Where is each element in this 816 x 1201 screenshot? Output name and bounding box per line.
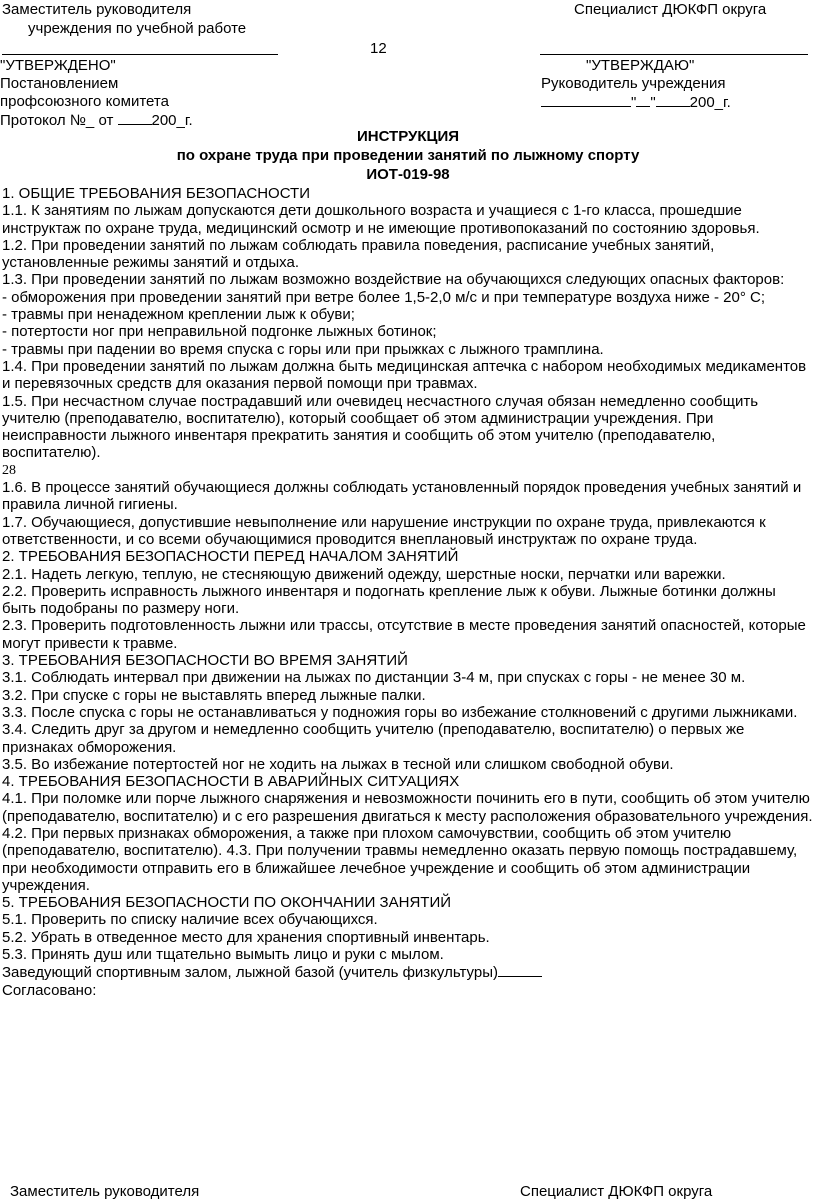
approved-left-line1: Постановлением [0,75,119,92]
paragraph-1-7: 1.7. Обучающиеся, допустившие невыполнение или нарушение инструкции по охране труда, привлекаются к ответственности, и со всеми обучающимися проводится внеплановый инструктаж по охране труда. [2,513,766,548]
section-heading-5: 5. ТРЕБОВАНИЯ БЕЗОПАСНОСТИ ПО ОКОНЧАНИИ ЗАНЯТИЙ [2,894,452,912]
manager-label: Заведующий спортивным залом, лыжной базой (учитель физкультуры) [2,964,498,982]
hazard-item-falls: - травмы при падении во время спуска с горы или при прыжках с лыжного трамплина. [2,340,604,358]
section-heading-2: 2. ТРЕБОВАНИЯ БЕЗОПАСНОСТИ ПЕРЕД НАЧАЛОМ ЗАНЯТИЙ [2,548,459,566]
agreed-label: Согласовано: [2,981,97,999]
date-quote-close: " [650,94,656,111]
date-blank-1 [541,93,631,107]
paragraph-3-4: 3.4. Следить друг за другом и немедленно сообщить учителю (преподавателю, воспитателю) о первых же признаках обморожения. [2,721,745,756]
hazard-item-chafing: - потертости ног при неправильной подгонке лыжных ботинок; [2,323,437,341]
hazard-item-binding: - травмы при ненадежном креплении лыж к обуви; [2,306,355,324]
paragraph-4-1: 4.1. При поломке или порче лыжного снаряжения и невозможности починить его в пути, сообщить об этом учителю (преподавателю, воспитателю) и с его разрешения двигаться к месту расположения образовательного учреждения. [2,790,813,825]
page-number: 12 [370,40,387,57]
footer-left: Заместитель руководителя [10,1183,200,1200]
doc-code: ИОТ-019-98 [366,166,450,183]
paragraph-3-2: 3.2. При спуске с горы не выставлять вперед лыжные палки. [2,686,426,704]
paragraph-1-1: 1.1. К занятиям по лыжам допускаются дети дошкольного возраста и учащиеся с 1-го класса, прошедшие инструктаж по охране труда, медицинский осмотр и не имеющие противопоказаний по состоянию здоровья. [2,202,760,237]
approved-right-label: "УТВЕРЖДАЮ" [586,57,695,74]
approved-right-date [541,93,731,111]
approved-left-line2: профсоюзного комитета [0,93,169,110]
signature-line-left [2,54,278,55]
date-year: 200_г. [689,94,731,111]
date-blank-2 [636,93,650,107]
paragraph-1-6: 1.6. В процессе занятий обучающиеся должны соблюдать установленный порядок проведения учебных занятий и правила личной гигиены. [2,479,802,514]
doc-title: ИНСТРУКЦИЯ [356,128,460,145]
hazard-item-frostbite: - обморожения при проведении занятий при ветре более 1,5-2,0 м/с и при температуре воздуха ниже - 20° С; [2,288,766,306]
paragraph-1-2: 1.2. При проведении занятий по лыжам соблюдать правила поведения, расписание учебных занятий, установленные режимы занятий и отдыха. [2,236,715,272]
paragraph-5-2: 5.2. Убрать в отведенное место для хранения спортивный инвентарь. [2,928,490,946]
paragraph-5-3: 5.3. Принять душ или тщательно вымыть лицо и руки с мылом. [2,946,444,964]
footer-right: Специалист ДЮКФП округа [520,1183,713,1200]
paragraph-1-4: 1.4. При проведении занятий по лыжам должна быть медицинская аптечка с набором необходимых медикаментов и перевязочных средств для оказания первой помощи при травмах. [2,357,807,393]
instruction-body [2,185,814,999]
signature-line-right [540,54,808,55]
protocol-year: 200_г. [151,112,193,129]
section-heading-4: 4. ТРЕБОВАНИЯ БЕЗОПАСНОСТИ В АВАРИЙНЫХ СИТУАЦИЯХ [2,773,460,791]
paragraph-3-5: 3.5. Во избежание потертостей ног не ходить на лыжах в тесной или слишком свободной обуви. [2,755,674,773]
approved-left-label: "УТВЕРЖДЕНО" [0,57,116,74]
paragraph-2-2: 2.2. Проверить исправность лыжного инвентаря и подогнать крепление лыж к обуви. Лыжные ботинки должны быть подобраны по размеру ноги. [2,582,776,618]
approved-right-line1: Руководитель учреждения [541,75,726,92]
paragraph-4-2: 4.2. При первых признаках обморожения, а также при плохом самочувствии, сообщить об этом учителю (преподавателю, воспитателю). 4.3. При получении травмы немедленно оказать первую помощь пострадавшему, при необходимости отправить его в ближайшее лечебное учреждение и сообщить об этом администрации учреждения. [2,824,798,894]
paragraph-5-1: 5.1. Проверить по списку наличие всех обучающихся. [2,911,378,929]
date-blank-3 [656,93,690,107]
paragraph-3-1: 3.1. Соблюдать интервал при движении на лыжах по дистанции 3-4 м, при спусках с горы - не менее 30 м. [2,669,746,687]
paragraph-1-3: 1.3. При проведении занятий по лыжам возможно воздействие на обучающихся следующих опасных факторов: [2,271,785,289]
manager-signature-blank [498,963,542,977]
section-heading-1: 1. ОБЩИЕ ТРЕБОВАНИЯ БЕЗОПАСНОСТИ [2,185,310,202]
page-mark: 28 [2,462,16,478]
header-right: Специалист ДЮКФП округа [574,1,767,18]
date-quote-open: " [631,94,637,111]
protocol-date-blank [118,111,152,125]
approved-left-protocol [0,111,193,129]
paragraph-1-5: 1.5. При несчастном случае пострадавший или очевидец несчастного случая обязан немедленно сообщить учителю (преподавателю, воспитателю), который сообщает об этом администрации учреждения. При неисправности лыжного инвентаря прекратить занятия и сообщить об этом учителю (преподавателю, воспитателю). [2,392,759,462]
manager-signature-line [2,963,814,981]
paragraph-2-3: 2.3. Проверить подготовленность лыжни или трассы, отсутствие в месте проведения занятий опасностей, которые могут привести к травме. [2,617,806,652]
doc-subtitle: по охране труда при проведении занятий по лыжному спорту [176,147,640,164]
paragraph-3-3: 3.3. После спуска с горы не останавливаться у подножия горы во избежание столкновений с другими лыжниками. [2,703,798,721]
paragraph-2-1: 2.1. Надеть легкую, теплую, не стесняющую движений одежду, шерстные носки, перчатки или варежки. [2,565,726,583]
protocol-prefix: Протокол №_ от [0,112,118,129]
section-heading-3: 3. ТРЕБОВАНИЯ БЕЗОПАСНОСТИ ВО ВРЕМЯ ЗАНЯТИЙ [2,652,408,670]
header-left-line2: учреждения по учебной работе [28,20,247,37]
header-left-line1: Заместитель руководителя [2,1,192,18]
